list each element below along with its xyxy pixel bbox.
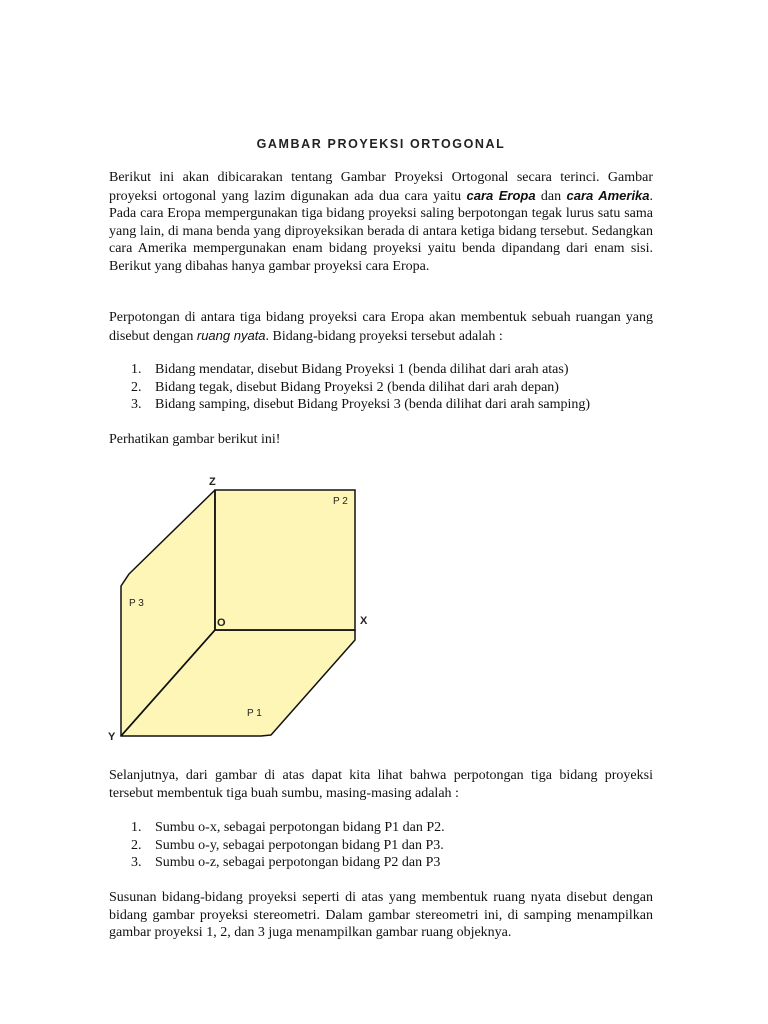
list-number: 3. — [131, 855, 142, 870]
plane-p2 — [215, 490, 355, 630]
intro-text-2: dan — [535, 188, 567, 204]
list-item-text: Sumbu o-y, sebagai perpotongan bidang P1 dan P3. — [155, 837, 444, 853]
projection-figure — [107, 468, 369, 750]
list-item-text: Sumbu o-z, sebagai perpotongan bidang P2 dan P3 — [155, 855, 441, 870]
axes-paragraph: Selanjutnya, dari gambar di atas dapat kita lihat bahwa perpotongan tiga bidang proyeksi tersebut membentuk tiga buah sumbu, masing-masing adalah : — [109, 768, 653, 801]
list-number: 1. — [131, 362, 142, 377]
para2-text-2: . Bidang-bidang proyeksi tersebut adalah : — [265, 328, 503, 344]
label-p3: P 3 — [129, 598, 144, 609]
label-x: X — [360, 615, 368, 627]
emphasis-ruang-nyata: ruang nyata — [196, 327, 266, 343]
axes-list — [109, 819, 653, 872]
list-number: 2. — [131, 837, 142, 853]
list-number: 3. — [131, 397, 142, 412]
list-item-text: Bidang mendatar, disebut Bidang Proyeksi 1 (benda dilihat dari arah atas) — [155, 362, 569, 377]
list-item — [109, 854, 653, 872]
ruang-nyata-paragraph — [109, 309, 653, 345]
para2-text-1: Perpotongan di antara tiga bidang proyeksi cara Eropa akan membentuk sebuah ruangan yang disebut dengan — [109, 310, 653, 344]
stereometri-paragraph: Susunan bidang-bidang proyeksi seperti di atas yang membentuk ruang nyata disebut dengan bidang gambar proyeksi stereometri. Dalam gambar stereometri ini, di samping menampilkan gambar proyeksi 1, 2, dan 3 juga menampilkan gambar ruang objeknya. — [109, 890, 653, 940]
list-item-text: Bidang tegak, disebut Bidang Proyeksi 2 (benda dilihat dari arah depan) — [155, 379, 559, 395]
intro-text-3: . Pada cara Eropa mempergunakan tiga bidang proyeksi saling berpotongan tegak lurus satu sama yang lain, di mana benda yang diproyeksikan berada di antara ketiga bidang tersebut. Sedangkan cara Amerika mempergunakan enam bidang proyeksi yaitu benda dipandang dari enam sisi. Berikut yang dibahas hanya gambar proyeksi cara Eropa. — [109, 188, 654, 274]
list-item — [109, 819, 653, 837]
list-item-text: Sumbu o-x, sebagai perpotongan bidang P1 dan P2. — [155, 820, 445, 835]
intro-paragraph — [109, 169, 653, 275]
list-item — [109, 361, 653, 379]
label-y: Y — [108, 731, 116, 743]
list-number: 1. — [131, 820, 142, 835]
emphasis-cara-amerika: cara Amerika — [566, 187, 650, 203]
label-o: O — [217, 617, 226, 629]
label-p2: P 2 — [333, 496, 348, 507]
label-p1: P 1 — [247, 708, 262, 719]
projection-diagram — [107, 468, 369, 750]
label-z: Z — [209, 476, 216, 488]
list-item-text: Bidang samping, disebut Bidang Proyeksi 3 (benda dilihat dari arah samping) — [155, 397, 591, 412]
list-item — [109, 396, 653, 414]
list-item — [109, 837, 653, 855]
list-item — [109, 379, 653, 397]
figure-intro-text: Perhatikan gambar berikut ini! — [109, 432, 281, 447]
projection-planes-list — [109, 361, 653, 414]
emphasis-cara-eropa: cara Eropa — [466, 187, 536, 203]
list-number: 2. — [131, 379, 142, 395]
intro-text-1: Berikut ini akan dibicarakan tentang Gambar Proyeksi Ortogonal secara terinci. Gambar proyeksi ortogonal yang lazim digunakan ada dua cara yaitu — [109, 170, 653, 204]
document-title: GAMBAR PROYEKSI ORTOGONAL — [256, 137, 506, 151]
